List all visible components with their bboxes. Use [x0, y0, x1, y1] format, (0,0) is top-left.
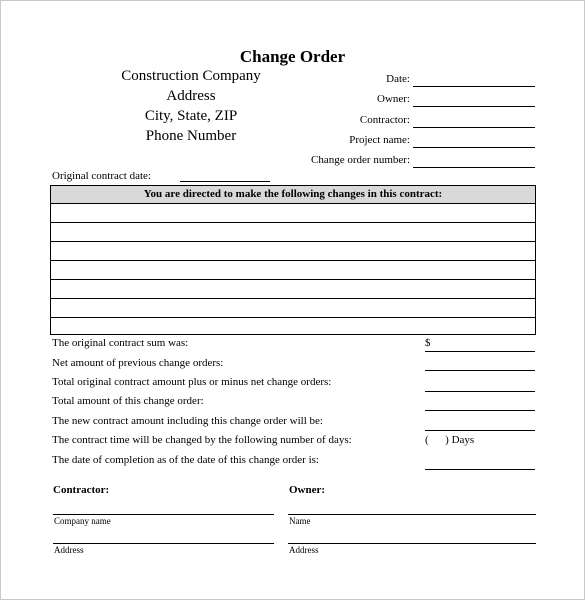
contract-time-change-label: The contract time will be changed by the following number of days:	[52, 434, 352, 446]
dollar-sign: $	[425, 337, 431, 349]
document-title: Change Order	[239, 47, 346, 66]
this-change-order-amount-field[interactable]	[425, 410, 535, 411]
original-contract-date-label: Original contract date:	[52, 170, 151, 182]
changes-row[interactable]	[51, 204, 535, 223]
company-name: Construction Company	[121, 68, 261, 84]
total-original-plus-minus-field[interactable]	[425, 391, 535, 392]
contractor-company-name-field[interactable]	[53, 514, 274, 515]
contractor-address-field[interactable]	[53, 543, 274, 544]
owner-label: Owner:	[377, 93, 410, 105]
new-contract-amount-label: The new contract amount including this change order will be:	[52, 415, 323, 427]
change-order-number-label: Change order number:	[311, 154, 410, 166]
contractor-label: Contractor:	[359, 114, 410, 126]
original-contract-sum-label: The original contract sum was:	[52, 337, 189, 349]
completion-date-label: The date of completion as of the date of this change order is:	[52, 454, 319, 466]
previous-change-orders-field[interactable]	[425, 370, 535, 371]
project-name-label: Project name:	[349, 134, 410, 146]
date-label: Date:	[386, 73, 410, 85]
changes-row[interactable]	[51, 299, 535, 318]
company-phone: Phone Number	[145, 128, 237, 144]
total-original-plus-minus-label: Total original contract amount plus or minus net change orders:	[52, 376, 332, 388]
contractor-address-label: Address	[54, 545, 84, 555]
original-contract-date-field[interactable]	[180, 181, 270, 182]
days-field[interactable]: ( ) Days	[425, 434, 475, 446]
change-order-number-field[interactable]	[413, 167, 535, 168]
changes-row[interactable]	[51, 318, 535, 336]
changes-table-header: You are directed to make the following changes in this contract:	[51, 186, 535, 204]
owner-heading: Owner:	[289, 484, 326, 496]
contractor-field[interactable]	[413, 127, 535, 128]
company-address: Address	[166, 88, 216, 104]
changes-row[interactable]	[51, 280, 535, 299]
previous-change-orders-label: Net amount of previous change orders:	[52, 357, 224, 369]
changes-row[interactable]	[51, 223, 535, 242]
contractor-heading: Contractor:	[53, 484, 110, 496]
project-name-field[interactable]	[413, 147, 535, 148]
owner-field[interactable]	[413, 106, 535, 107]
changes-row[interactable]	[51, 261, 535, 280]
this-change-order-amount-label: Total amount of this change order:	[52, 395, 204, 407]
contractor-company-name-label: Company name	[54, 516, 111, 526]
new-contract-amount-field[interactable]	[425, 430, 535, 431]
date-field[interactable]	[413, 86, 535, 87]
original-contract-sum-field[interactable]	[425, 351, 535, 352]
owner-name-label: Name	[289, 516, 311, 526]
owner-name-field[interactable]	[288, 514, 536, 515]
completion-date-field[interactable]	[425, 469, 535, 470]
company-city-state-zip: City, State, ZIP	[144, 108, 238, 124]
owner-address-label: Address	[289, 545, 319, 555]
changes-table	[50, 185, 536, 335]
changes-row[interactable]	[51, 242, 535, 261]
owner-address-field[interactable]	[288, 543, 536, 544]
